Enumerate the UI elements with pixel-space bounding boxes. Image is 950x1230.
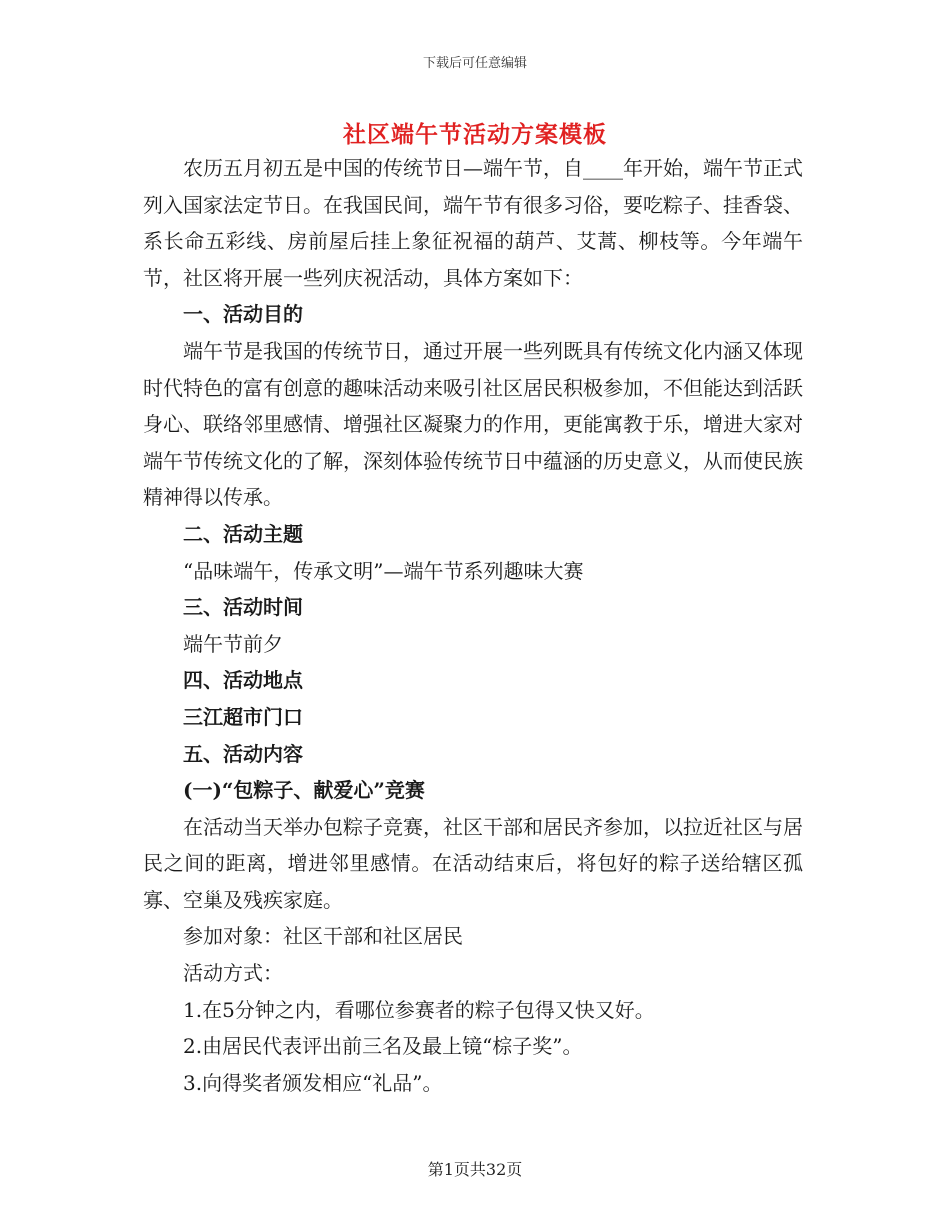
method-label: 活动方式： [183,961,283,986]
section-heading-theme: 二、活动主题 [183,521,303,546]
document-title: 社区端午节活动方案模板 [343,121,607,148]
section-heading-content: 五、活动内容 [183,741,303,766]
page-header-note: 下载后可任意编辑 [422,56,527,71]
zongzi-paragraph: 在活动当天举办包粽子竞赛，社区干部和居民齐参加，以拉近社区与居民之间的距离，增进邻里感情。在活动结束后，将包好的粽子送给辖区孤寡、空巢及残疾家庭。 [143,814,803,912]
document-body [143,150,803,1101]
intro-paragraph: 农历五月初五是中国的传统节日—端午节，自____年开始，端午节正式列入国家法定节日。在我国民间，端午节有很多习俗，要吃粽子、挂香袋、系长命五彩线、房前屋后挂上象征祝福的葫芦、艾蒿、柳枝等。今年端午节，社区将开展一些列庆祝活动，具体方案如下： [143,156,803,290]
section-heading-purpose: 一、活动目的 [183,302,303,327]
location-text: 三江超市门口 [183,704,303,729]
time-text: 端午节前夕 [183,631,283,656]
section-heading-time: 三、活动时间 [183,595,303,620]
purpose-paragraph: 端午节是我国的传统节日，通过开展一些列既具有传统文化内涵又体现时代特色的富有创意的趣味活动来吸引社区居民积极参加，不但能达到活跃身心、联络邻里感情、增强社区凝聚力的作用，更能寓教于乐，增进大家对端午节传统文化的了解，深刻体验传统节日中蕴涵的历史意义，从而使民族精神得以传承。 [143,338,803,510]
section-heading-location: 四、活动地点 [183,668,303,693]
step-item: 1.在5分钟之内，看哪位参赛者的粽子包得又快又好。 [183,997,655,1022]
page-number: 第1页共32页 [427,1160,523,1179]
step-item: 3.向得奖者颁发相应“礼品”。 [183,1070,443,1095]
theme-text: “品味端午，传承文明”—端午节系列趣味大赛 [183,558,584,583]
subsection-heading-zongzi: (一)“包粽子、献爱心”竞赛 [183,778,425,803]
participants-text: 参加对象：社区干部和社区居民 [183,924,463,949]
step-item: 2.由居民代表评出前三名及最上镜“棕子奖”。 [183,1034,583,1059]
